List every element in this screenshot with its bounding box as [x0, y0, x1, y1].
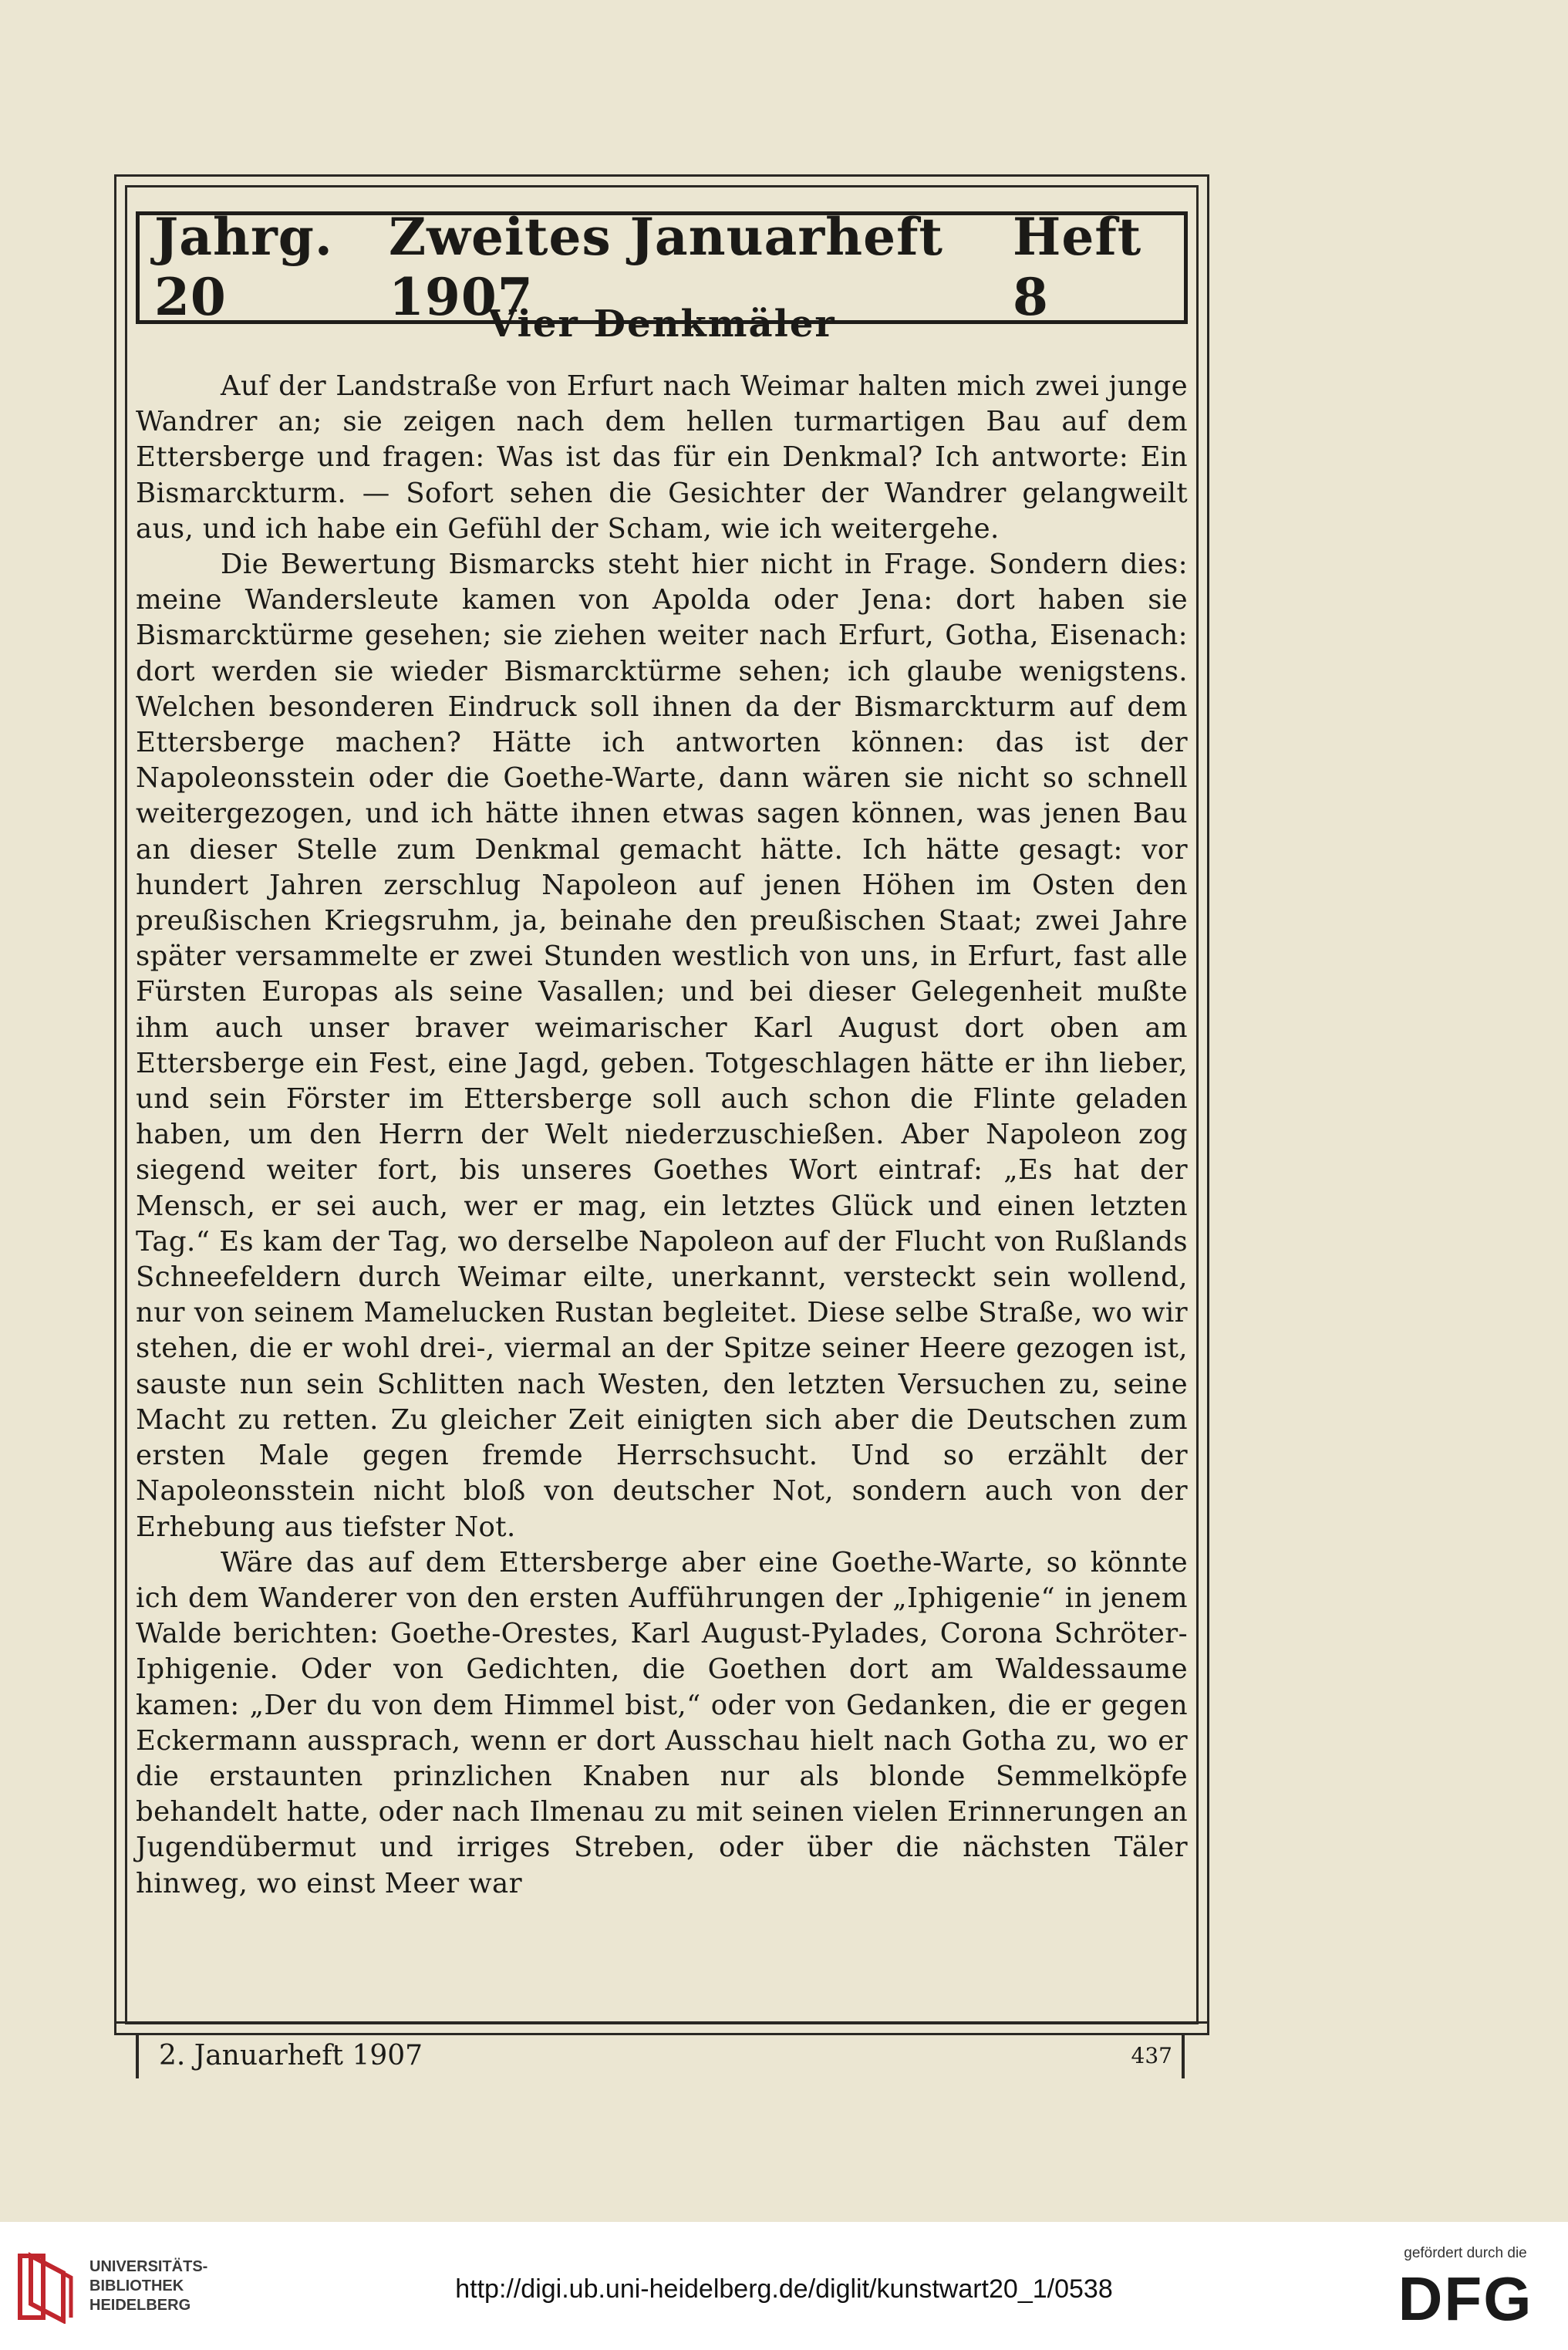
- header-issue: Zweites Januarheft 1907: [388, 207, 944, 327]
- article-title: Vier Denkmäler: [487, 302, 836, 346]
- funding-caption: gefördert durch die: [1404, 2245, 1527, 2261]
- dfg-logo: DFG: [1398, 2264, 1533, 2333]
- footer-issue: 2. Januarheft 1907: [159, 2040, 423, 2071]
- header-jahrgang: Jahrg. 20: [154, 207, 333, 327]
- header-heft: Heft 8: [1013, 207, 1142, 327]
- paragraph: Wäre das auf dem Ettersberge aber eine Goethe-Warte, so könnte ich dem Wanderer von den ersten Aufführungen der „Iphigenie“ in jenem Walde berichten: Goethe-Orestes, Karl August-Pylades, Corona Schröter-Iphigenie. Oder von Gedichten, die Goethen dort am Waldessaume kamen: „Der du von dem Himmel bist,“ oder von Gedanken, die er gegen Eckermann aussprach, wenn er dort Ausschau hielt nach Gotha zu, wo er die erstaunten prinzlichen Knaben nur als blonde Semmelköpfe behandelt hatte, oder nach Ilmenau zu mit seinen vielen Erinnerungen an Jugendübermut und irriges Streben, oder über die nächsten Täler hinweg, wo einst Meer war: [136, 1546, 1188, 1899]
- page-number: 437: [1131, 2043, 1172, 2068]
- source-url-link[interactable]: http://digi.ub.uni-heidelberg.de/diglit/kunstwart20_1/0538: [455, 2274, 1113, 2304]
- footer-rule: [114, 2021, 1209, 2024]
- article-body: [136, 369, 1188, 2020]
- paragraph: Die Bewertung Bismarcks steht hier nicht in Frage. Sondern dies: meine Wandersleute kamen von Apolda oder Jena: dort haben sie Bismarcktürme gesehen; sie ziehen weiter nach Erfurt, Gotha, Eisenach: dort werden sie wieder Bismarcktürme sehen; ich glaube wenigstens. Welchen besonderen Eindruck soll ihnen da der Bismarckturm auf dem Ettersberge machen? Hätte ich antworten können: das ist der Napoleonsstein oder die Goethe-Warte, dann wären sie nicht so schnell weitergezogen, und ich hätte ihnen etwas sagen können, was jenen Bau an dieser Stelle zum Denkmal gemacht hätte. Ich hätte gesagt: vor hundert Jahren zerschlug Napoleon auf jenen Höhen im Osten den preußischen Kriegsruhm, ja, beinahe den preußischen Staat; zwei Jahre später versammelte er zwei Stunden westlich von uns, in Erfurt, fast alle Fürsten Europas als seine Vasallen; und bei dieser Gelegenheit mußte ihm auch unser braver weimarischer Karl August dort oben am Ettersberge ein Fest, eine Jagd, geben. Totgeschlagen hätte er ihn lieber, und sein Förster im Ettersberge soll auch schon die Flinte geladen haben, um den Herrn der Welt niederzuschießen. Aber Napoleon zog siegend weiter fort, bis unseres Goethes Wort eintraf: „Es hat der Mensch, er sei auch, wer er mag, ein letztes Glück und einen letzten Tag.“ Es kam der Tag, wo derselbe Napoleon auf der Flucht von Rußlands Schneefeldern durch Weimar eilte, unerkannt, versteckt sein wollend, nur von seinem Mamelucken Rustan begleitet. Diese selbe Straße, wo wir stehen, die er wohl drei-, viermal an der Spitze seiner Heere gezogen ist, sauste nun sein Schlitten nach Westen, den letzten Versuchen zu, seine Macht zu retten. Zu gleicher Zeit einigten sich aber die Deutschen zum ersten Male gegen fremde Herrschsucht. Und so erzählt der Napoleonsstein nicht bloß von deutscher Not, sondern auch von der Erhebung aus tiefster Not.: [136, 549, 1188, 1543]
- library-name: UNIVERSITÄTS- BIBLIOTHEK HEIDELBERG: [89, 2258, 208, 2314]
- paragraph: Auf der Landstraße von Erfurt nach Weimar halten mich zwei junge Wandrer an; sie zeigen nach dem hellen turmartigen Bau auf dem Ettersberge und fragen: Was ist das für ein Denkmal? Ich antworte: Ein Bismarckturm. — Sofort sehen die Gesichter der Wandrer gelangweilt aus, und ich habe ein Gefühl der Scham, wie ich weitergehe.: [136, 370, 1188, 545]
